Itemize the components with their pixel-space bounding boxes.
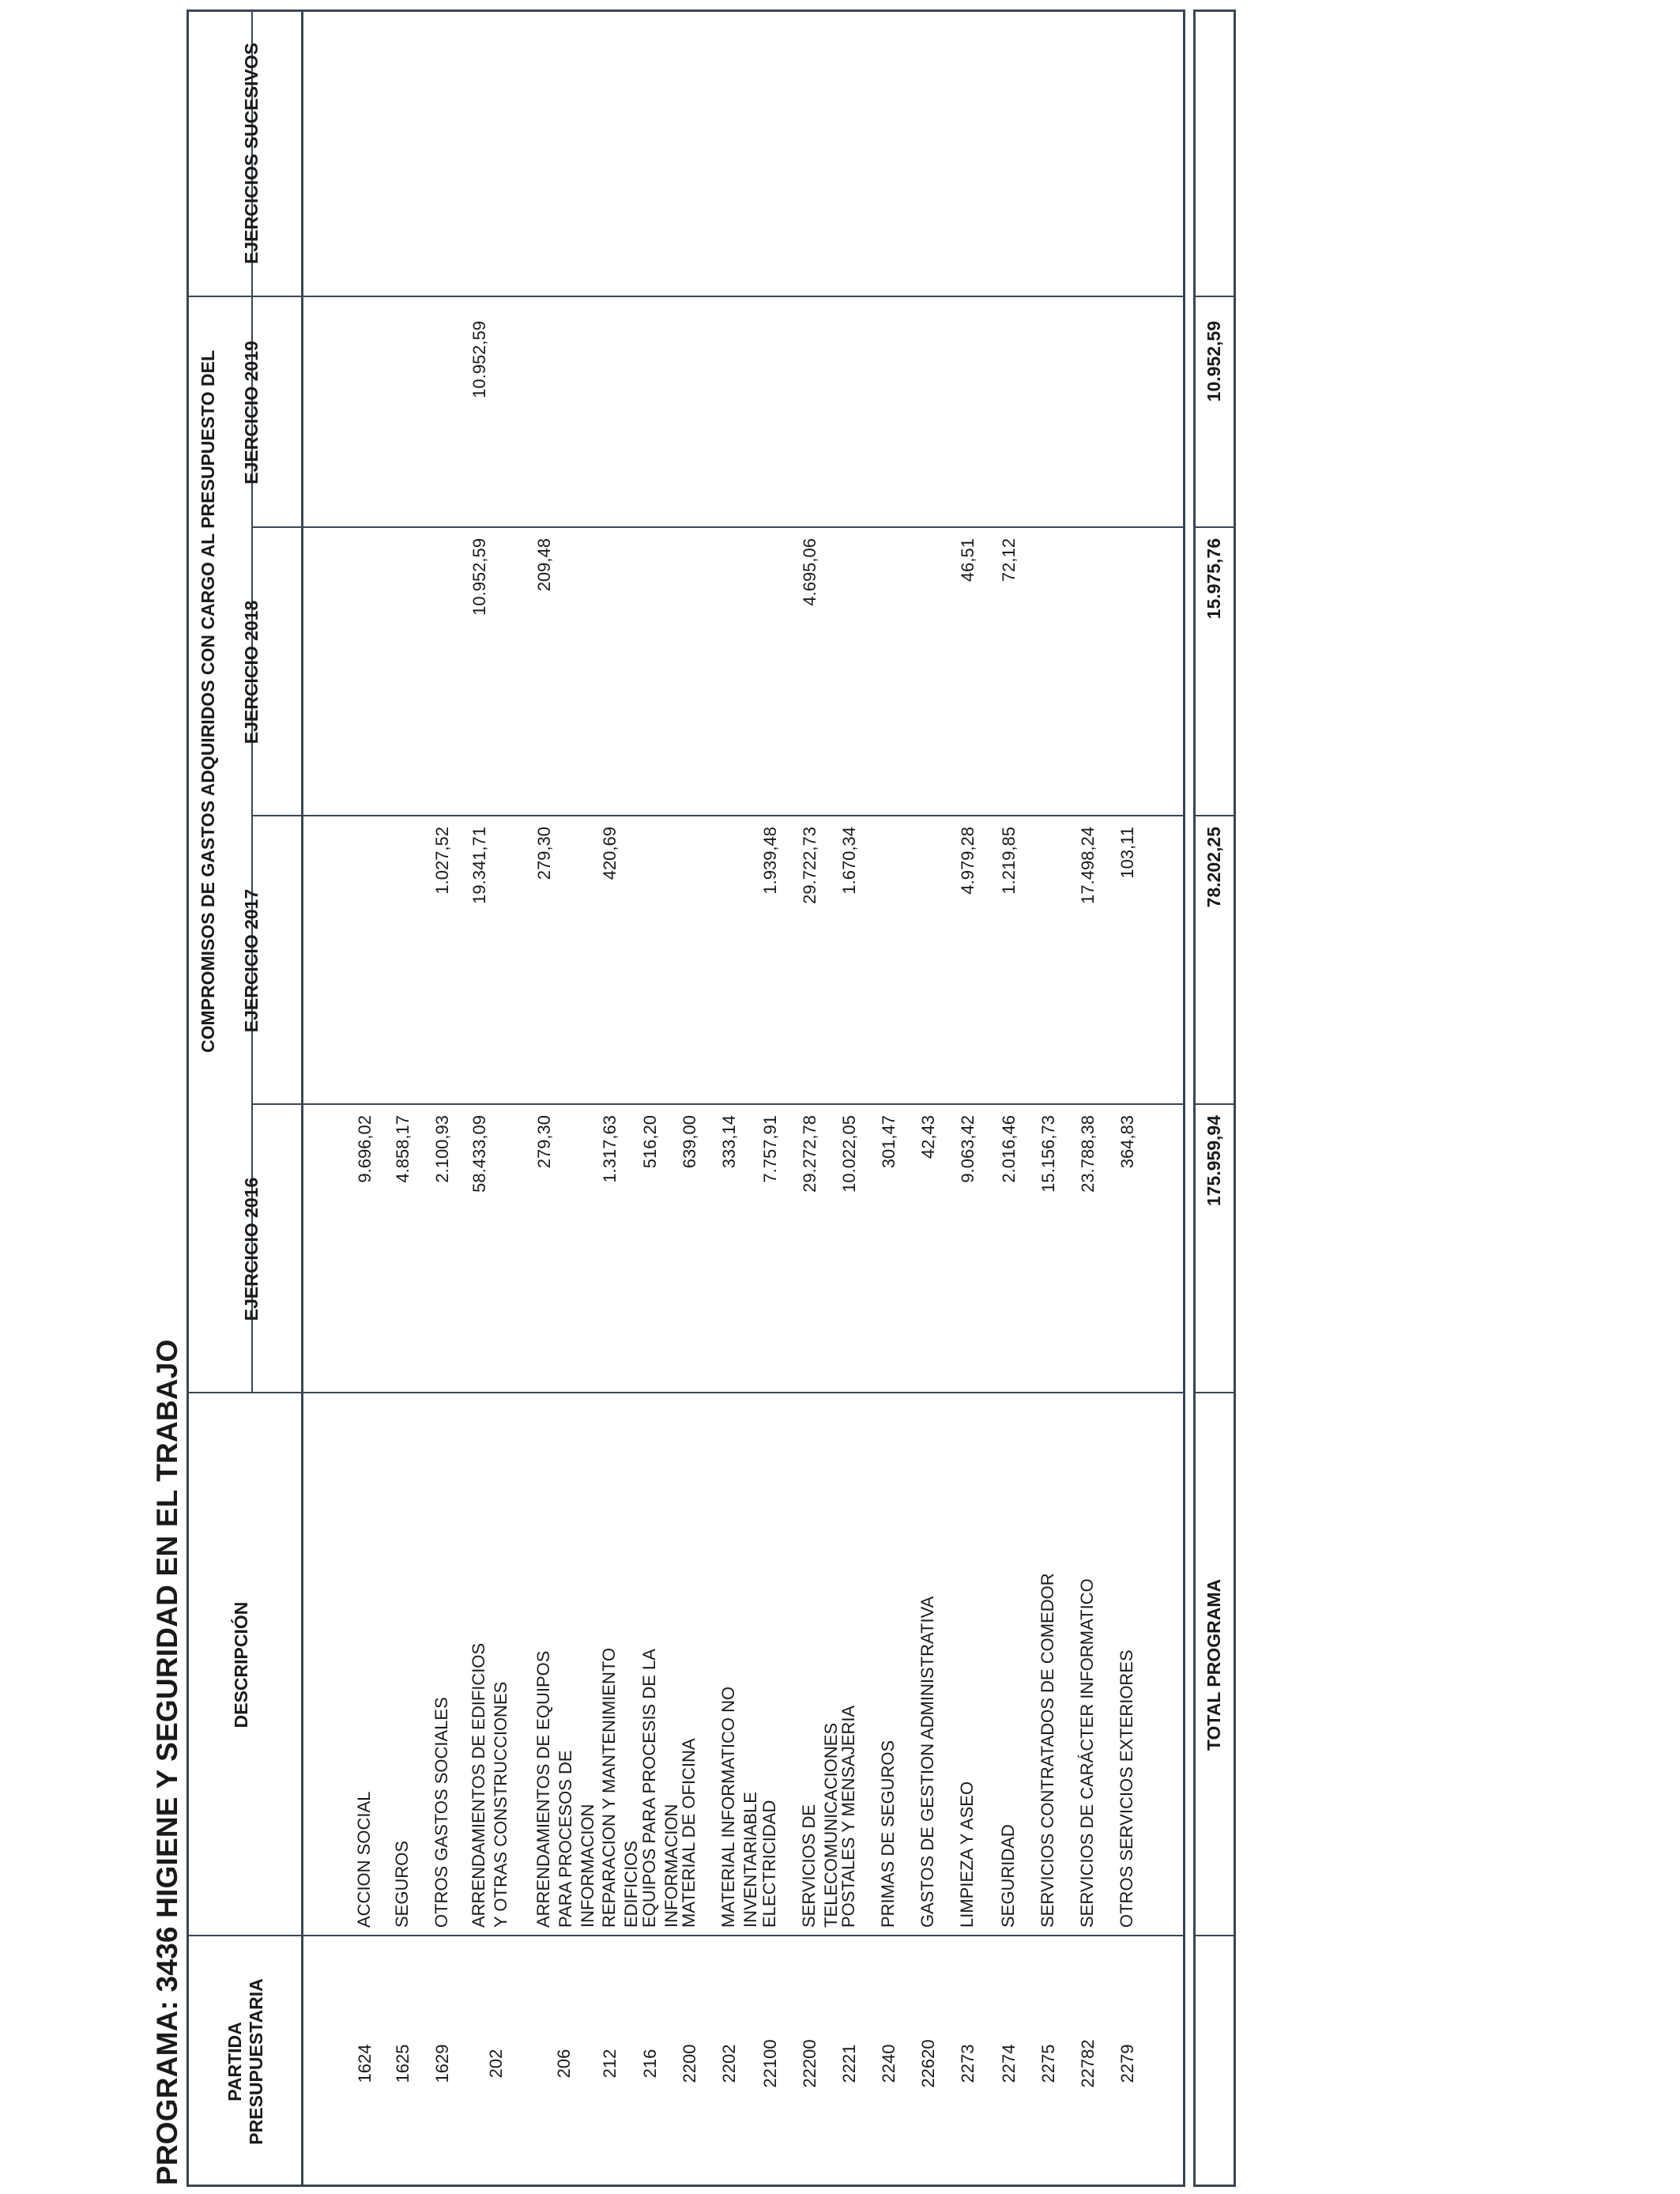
- row-2017: 279,30: [534, 827, 554, 880]
- total-2016: 175.959,94: [1203, 1115, 1224, 1207]
- row-code: 2275: [1038, 2044, 1058, 2083]
- row-desc: REPARACION Y MANTENIMIENTO EDIFICIOS: [599, 1647, 641, 1928]
- row-code: 2273: [958, 2044, 977, 2083]
- row-2016: 10.022,05: [839, 1115, 859, 1193]
- row-desc: LIMPIEZA Y ASEO: [957, 1781, 977, 1928]
- row-code: 206: [554, 2049, 574, 2079]
- page-title: PROGRAMA: 3436 HIGIENE Y SEGURIDAD EN EL TRABAJO: [151, 1339, 183, 2185]
- row-2016: 1.317,63: [600, 1115, 620, 1183]
- header-ejercicios-sucesivos: EJERCICIOS SUCESIVOS: [241, 43, 262, 264]
- row-code: 2274: [999, 2044, 1019, 2083]
- row-desc: SERVICIOS DE TELECOMUNICACIONES: [799, 1722, 841, 1928]
- row-2018: 72,12: [999, 538, 1019, 582]
- row-2017: 1.219,85: [999, 827, 1019, 895]
- header-ejercicio-2017: EJERCICIO 2017: [241, 888, 262, 1033]
- row-desc: EQUIPOS PARA PROCESIS DE LA INFORMACION: [639, 1649, 681, 1928]
- total-divider: [1193, 296, 1236, 297]
- row-desc: SERVICIOS DE CARÁCTER INFORMATICO: [1077, 1578, 1097, 1928]
- row-2017: 1.027,52: [432, 827, 452, 895]
- row-2016: 42,43: [918, 1115, 938, 1159]
- row-2016: 301,47: [879, 1115, 898, 1169]
- row-desc: MATERIAL DE OFICINA: [679, 1738, 699, 1928]
- row-2016: 364,83: [1117, 1115, 1137, 1169]
- row-desc: ARRENDAMIENTOS DE EDIFICIOS Y OTRAS CONSTRUCCIONES: [469, 1642, 510, 1928]
- row-code: 2200: [680, 2044, 699, 2083]
- row-code: 216: [640, 2049, 660, 2079]
- total-label: TOTAL PROGRAMA: [1203, 1578, 1224, 1751]
- row-2017: 29.722,73: [800, 827, 819, 904]
- row-2016: 29.272,78: [800, 1115, 819, 1193]
- row-2018: 4.695,06: [800, 538, 819, 606]
- row-2019: 10.952,59: [469, 321, 489, 398]
- row-2016: 7.757,91: [760, 1115, 780, 1183]
- row-2018: 10.952,59: [469, 538, 489, 616]
- col-divider: [186, 1392, 1185, 1393]
- total-2019: 10.952,59: [1203, 321, 1224, 402]
- total-2018: 15.975,76: [1203, 538, 1224, 620]
- row-code: 22782: [1078, 2039, 1098, 2088]
- col-divider: [253, 815, 1185, 816]
- row-desc: SEGUROS: [392, 1840, 412, 1928]
- row-code: 22100: [760, 2039, 780, 2088]
- row-code: 2202: [719, 2044, 739, 2083]
- col-divider: [253, 526, 1185, 528]
- header-ejercicio-2018: EJERCICIO 2018: [241, 600, 262, 745]
- row-2016: 15.156,73: [1038, 1115, 1058, 1193]
- row-2016: 639,00: [680, 1115, 699, 1169]
- header-partida: PARTIDA PRESUPUESTARIA: [224, 1978, 266, 2145]
- total-divider: [1193, 1103, 1236, 1105]
- row-2016: 23.788,38: [1078, 1115, 1098, 1193]
- row-code: 212: [600, 2049, 620, 2079]
- total-2017: 78.202,25: [1203, 827, 1224, 908]
- row-2017: 103,11: [1117, 827, 1137, 879]
- row-desc: ELECTRICIDAD: [759, 1800, 779, 1928]
- row-2016: 4.858,17: [393, 1115, 412, 1183]
- total-divider: [1193, 815, 1236, 816]
- row-desc: GASTOS DE GESTION ADMINISTRATIVA: [917, 1596, 937, 1928]
- row-code: 202: [486, 2049, 506, 2079]
- row-desc: OTROS SERVICIOS EXTERIORES: [1117, 1649, 1136, 1928]
- row-2017: 1.939,48: [760, 827, 780, 895]
- row-desc: PRIMAS DE SEGUROS: [878, 1740, 898, 1928]
- row-2016: 2.100,93: [432, 1115, 452, 1183]
- row-2016: 279,30: [534, 1115, 554, 1169]
- row-desc: MATERIAL INFORMATICO NO INVENTARIABLE: [718, 1686, 760, 1928]
- row-2016: 516,20: [640, 1115, 660, 1169]
- row-2016: 333,14: [719, 1115, 739, 1169]
- row-code: 1629: [432, 2044, 452, 2083]
- row-2016: 58.433,09: [469, 1115, 489, 1193]
- row-2017: 19.341,71: [469, 827, 489, 904]
- row-2017: 420,69: [600, 827, 620, 880]
- header-ejercicio-2019: EJERCICIO 2019: [241, 341, 262, 484]
- row-desc: OTROS GASTOS SOCIALES: [431, 1697, 451, 1928]
- row-2017: 17.498,24: [1078, 827, 1098, 904]
- row-2016: 9.696,02: [355, 1115, 375, 1183]
- col-divider: [186, 296, 1185, 297]
- header-ejercicio-2016: EJERCICIO 2016: [241, 1177, 262, 1321]
- row-2016: 2.016,46: [999, 1115, 1019, 1183]
- row-code: 2221: [839, 2044, 859, 2083]
- row-code: 1625: [393, 2044, 412, 2083]
- row-desc: ACCION SOCIAL: [354, 1791, 374, 1928]
- header-compromisos: COMPROMISOS DE GASTOS ADQUIRIDOS CON CARGO AL PRESUPUESTO DEL: [198, 350, 218, 1054]
- row-desc: SEGURIDAD: [998, 1824, 1018, 1928]
- row-desc: SERVICIOS CONTRATADOS DE COMEDOR: [1038, 1573, 1057, 1928]
- row-2018: 209,48: [534, 538, 554, 592]
- row-code: 2240: [879, 2044, 898, 2083]
- row-code: 22620: [918, 2039, 938, 2088]
- col-divider: [253, 1103, 1185, 1105]
- row-2017: 1.670,34: [839, 827, 859, 895]
- row-desc: ARRENDAMIENTOS DE EQUIPOS PARA PROCESOS DE INFORMACION: [533, 1650, 597, 1928]
- row-desc: POSTALES Y MENSAJERIA: [838, 1705, 858, 1928]
- row-code: 1624: [355, 2044, 375, 2083]
- header-descripcion: DESCRIPCIÓN: [231, 1601, 251, 1728]
- row-2017: 4.979,28: [958, 827, 977, 895]
- row-2016: 9.063,42: [958, 1115, 977, 1183]
- row-code: 22200: [800, 2039, 819, 2088]
- col-divider: [186, 1935, 1185, 1936]
- row-code: 2279: [1117, 2044, 1137, 2083]
- row-2018: 46,51: [958, 538, 977, 582]
